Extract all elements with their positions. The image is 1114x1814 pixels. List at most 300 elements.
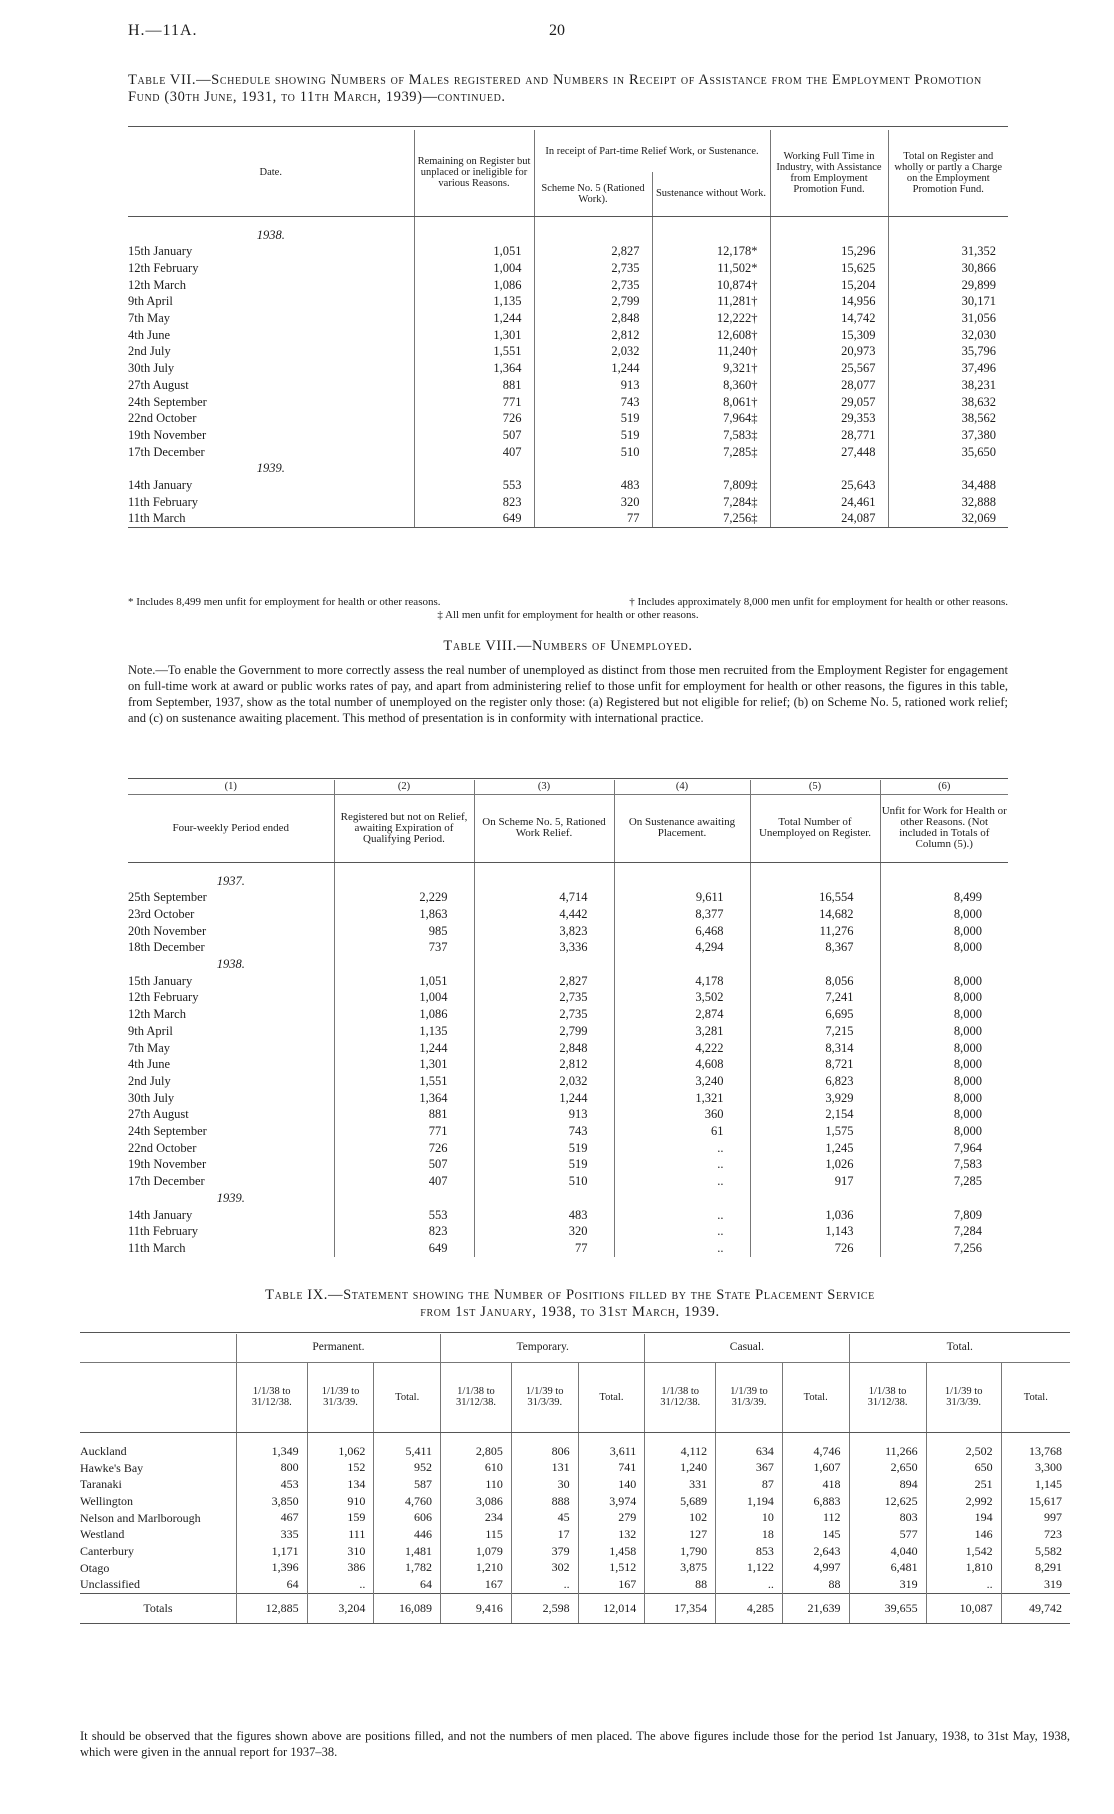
value-cell: 38,562 xyxy=(888,410,1008,427)
value-cell: 29,057 xyxy=(770,394,888,411)
value-cell: 1,551 xyxy=(334,1073,474,1090)
table-row xyxy=(128,889,1008,906)
value-cell: 38,632 xyxy=(888,394,1008,411)
table8-top-rule xyxy=(128,778,1008,779)
table-row xyxy=(128,1173,1008,1190)
sub-header: 1/1/38 to 31/12/38. xyxy=(849,1362,926,1432)
table7 xyxy=(128,130,1008,528)
value-cell: 3,850 xyxy=(236,1493,307,1510)
t7-header-sustenance: Sustenance without Work. xyxy=(652,172,770,216)
value-cell: 35,796 xyxy=(888,343,1008,360)
district-cell: Canterbury xyxy=(80,1544,134,1559)
date-cell: 15th January xyxy=(128,244,193,259)
value-cell: 2,032 xyxy=(534,343,652,360)
value-cell: 2,812 xyxy=(534,327,652,344)
value-cell: 127 xyxy=(645,1526,716,1543)
period-cell: 20th November xyxy=(128,923,207,938)
date-cell: 11th February xyxy=(128,494,199,509)
table9-caption xyxy=(110,1287,1030,1321)
value-cell: 77 xyxy=(534,510,652,527)
sub-header: Total. xyxy=(374,1362,441,1432)
period-cell: 2nd July xyxy=(128,1073,171,1088)
value-cell: 12,222† xyxy=(652,310,770,327)
year-row xyxy=(128,216,1008,243)
t7-footnote-2: † Includes approximately 8,000 men unfit for employment for health or other reasons. xyxy=(629,596,1008,608)
spacer-cell xyxy=(334,956,474,973)
value-cell: 4,760 xyxy=(374,1493,441,1510)
spacer-cell xyxy=(414,460,534,477)
table-row xyxy=(128,1106,1008,1123)
value-cell: 61 xyxy=(614,1123,750,1140)
value-cell: 8,377 xyxy=(614,906,750,923)
value-cell: 8,000 xyxy=(880,1073,1008,1090)
value-cell: 331 xyxy=(645,1476,716,1493)
value-cell: 3,240 xyxy=(614,1073,750,1090)
column-number: (3) xyxy=(474,780,614,794)
column-header: Registered but not on Relief, awaiting Expiration of Qualifying Period. xyxy=(334,794,474,862)
totals-label: Totals xyxy=(80,1593,236,1623)
date-cell: 30th July xyxy=(128,361,175,376)
value-cell: 1,364 xyxy=(414,360,534,377)
value-cell: 1,542 xyxy=(926,1543,1001,1560)
value-cell: 4,222 xyxy=(614,1040,750,1057)
value-cell: 3,929 xyxy=(750,1090,880,1107)
table-row xyxy=(128,310,1008,327)
value-cell: 2,502 xyxy=(926,1432,1001,1459)
table-row xyxy=(128,1156,1008,1173)
period-cell: 27th August xyxy=(128,1107,189,1122)
table-row xyxy=(128,377,1008,394)
value-cell: 1,244 xyxy=(414,310,534,327)
value-cell: 800 xyxy=(236,1459,307,1476)
spacer-cell xyxy=(474,862,614,889)
table-row xyxy=(128,939,1008,956)
column-header: On Scheme No. 5, Rationed Work Relief. xyxy=(474,794,614,862)
total-value-cell: 2,598 xyxy=(511,1593,578,1623)
value-cell: 11,281† xyxy=(652,293,770,310)
value-cell: 483 xyxy=(534,477,652,494)
spacer-cell xyxy=(880,862,1008,889)
value-cell: 16,554 xyxy=(750,889,880,906)
period-cell: 25th September xyxy=(128,890,207,905)
period-cell: 17th December xyxy=(128,1174,205,1189)
value-cell: 310 xyxy=(307,1543,374,1560)
total-value-cell: 12,014 xyxy=(578,1593,645,1623)
sub-header: 1/1/38 to 31/12/38. xyxy=(441,1362,512,1432)
value-cell: 3,875 xyxy=(645,1559,716,1576)
year-row xyxy=(128,956,1008,973)
date-cell: 14th January xyxy=(128,478,193,493)
value-cell: 24,087 xyxy=(770,510,888,527)
value-cell: 1,051 xyxy=(334,973,474,990)
value-cell: 9,321† xyxy=(652,360,770,377)
value-cell: 1,004 xyxy=(334,989,474,1006)
value-cell: 1,143 xyxy=(750,1223,880,1240)
value-cell: 3,086 xyxy=(441,1493,512,1510)
value-cell: 3,823 xyxy=(474,923,614,940)
value-cell: 159 xyxy=(307,1509,374,1526)
table-row xyxy=(80,1543,1070,1560)
spacer-cell xyxy=(334,1190,474,1207)
value-cell: 5,689 xyxy=(645,1493,716,1510)
t7-footnote-3: ‡ All men unfit for employment for health or other reasons. xyxy=(437,609,699,621)
value-cell: 771 xyxy=(414,394,534,411)
value-cell: 2,154 xyxy=(750,1106,880,1123)
value-cell: 634 xyxy=(716,1432,783,1459)
value-cell: 2,799 xyxy=(474,1023,614,1040)
year-label: 1939. xyxy=(256,461,285,476)
date-cell: 27th August xyxy=(128,377,189,392)
value-cell: 3,502 xyxy=(614,989,750,1006)
period-cell: 23rd October xyxy=(128,906,195,921)
table-row xyxy=(128,444,1008,461)
value-cell: 10,874† xyxy=(652,277,770,294)
value-cell: 134 xyxy=(307,1476,374,1493)
value-cell: 3,300 xyxy=(1001,1459,1070,1476)
total-value-cell: 12,885 xyxy=(236,1593,307,1623)
value-cell: 853 xyxy=(716,1543,783,1560)
value-cell: 27,448 xyxy=(770,444,888,461)
column-number: (4) xyxy=(614,780,750,794)
year-label: 1938. xyxy=(216,957,245,972)
value-cell: 8,000 xyxy=(880,1123,1008,1140)
value-cell: 7,583‡ xyxy=(652,427,770,444)
value-cell: 8,314 xyxy=(750,1040,880,1057)
table-row xyxy=(128,1223,1008,1240)
date-cell: 7th May xyxy=(128,311,171,326)
group-header: Casual. xyxy=(645,1334,849,1362)
value-cell: 7,215 xyxy=(750,1023,880,1040)
value-cell: 30,171 xyxy=(888,293,1008,310)
value-cell: .. xyxy=(307,1576,374,1593)
value-cell: 1,301 xyxy=(414,327,534,344)
value-cell: 279 xyxy=(578,1509,645,1526)
value-cell: 13,768 xyxy=(1001,1432,1070,1459)
value-cell: 519 xyxy=(474,1140,614,1157)
date-cell: 24th September xyxy=(128,394,207,409)
value-cell: 649 xyxy=(414,510,534,527)
value-cell: 6,695 xyxy=(750,1006,880,1023)
t7-header-working: Working Full Time in Industry, with Assistance from Employment Promotion Fund. xyxy=(770,130,888,216)
value-cell: .. xyxy=(614,1240,750,1257)
spacer-cell xyxy=(880,956,1008,973)
value-cell: 8,000 xyxy=(880,906,1008,923)
t7-header-total: Total on Register and wholly or partly a Charge on the Employment Promotion Fund. xyxy=(888,130,1008,216)
value-cell: 1,321 xyxy=(614,1090,750,1107)
value-cell: 418 xyxy=(782,1476,849,1493)
value-cell: 4,997 xyxy=(782,1559,849,1576)
value-cell: 14,742 xyxy=(770,310,888,327)
value-cell: 145 xyxy=(782,1526,849,1543)
sub-header: Total. xyxy=(578,1362,645,1432)
value-cell: 12,608† xyxy=(652,327,770,344)
period-cell: 15th January xyxy=(128,973,193,988)
value-cell: 2,650 xyxy=(849,1459,926,1476)
value-cell: 7,256 xyxy=(880,1240,1008,1257)
table8 xyxy=(128,780,1008,1257)
table7-footnotes xyxy=(128,596,1008,622)
value-cell: 31,352 xyxy=(888,243,1008,260)
value-cell: 8,000 xyxy=(880,923,1008,940)
table9-top-rule xyxy=(80,1332,1070,1333)
value-cell: 7,583 xyxy=(880,1156,1008,1173)
value-cell: 14,682 xyxy=(750,906,880,923)
column-header: Unfit for Work for Health or other Reasons. (Not included in Totals of Column (5).) xyxy=(880,794,1008,862)
period-cell: 4th June xyxy=(128,1057,171,1072)
value-cell: 88 xyxy=(782,1576,849,1593)
group-header: Permanent. xyxy=(236,1334,440,1362)
value-cell: 8,499 xyxy=(880,889,1008,906)
value-cell: 3,611 xyxy=(578,1432,645,1459)
value-cell: 88 xyxy=(645,1576,716,1593)
period-cell: 24th September xyxy=(128,1124,207,1139)
value-cell: 15,309 xyxy=(770,327,888,344)
value-cell: 1,244 xyxy=(474,1090,614,1107)
value-cell: 28,771 xyxy=(770,427,888,444)
value-cell: 881 xyxy=(414,377,534,394)
table-row xyxy=(128,360,1008,377)
value-cell: 510 xyxy=(474,1173,614,1190)
value-cell: 360 xyxy=(614,1106,750,1123)
value-cell: 167 xyxy=(441,1576,512,1593)
spacer-cell xyxy=(750,862,880,889)
total-value-cell: 49,742 xyxy=(1001,1593,1070,1623)
value-cell: 146 xyxy=(926,1526,1001,1543)
t7-header-remaining: Remaining on Register but unplaced or ineligible for various Reasons. xyxy=(414,130,534,216)
value-cell: 888 xyxy=(511,1493,578,1510)
value-cell: 6,823 xyxy=(750,1073,880,1090)
sub-header: 1/1/39 to 31/3/39. xyxy=(307,1362,374,1432)
value-cell: 8,000 xyxy=(880,1040,1008,1057)
sub-header: 1/1/39 to 31/3/39. xyxy=(926,1362,1001,1432)
value-cell: 1,004 xyxy=(414,260,534,277)
period-cell: 18th December xyxy=(128,940,205,955)
page-number: 20 xyxy=(549,22,565,39)
spacer-cell xyxy=(770,460,888,477)
value-cell: 2,032 xyxy=(474,1073,614,1090)
value-cell: 251 xyxy=(926,1476,1001,1493)
t7-footnote-1: * Includes 8,499 men unfit for employment for health or other reasons. xyxy=(128,596,441,608)
value-cell: 1,171 xyxy=(236,1543,307,1560)
value-cell: 913 xyxy=(534,377,652,394)
value-cell: 2,827 xyxy=(474,973,614,990)
value-cell: 37,380 xyxy=(888,427,1008,444)
total-value-cell: 3,204 xyxy=(307,1593,374,1623)
table-row xyxy=(128,410,1008,427)
value-cell: 8,000 xyxy=(880,1106,1008,1123)
value-cell: 18 xyxy=(716,1526,783,1543)
district-cell: Otago xyxy=(80,1560,110,1575)
period-cell: 12th February xyxy=(128,990,199,1005)
value-cell: 4,112 xyxy=(645,1432,716,1459)
total-value-cell: 21,639 xyxy=(782,1593,849,1623)
table-row xyxy=(128,1207,1008,1224)
value-cell: 8,000 xyxy=(880,1023,1008,1040)
value-cell: 1,810 xyxy=(926,1559,1001,1576)
value-cell: 723 xyxy=(1001,1526,1070,1543)
total-value-cell: 16,089 xyxy=(374,1593,441,1623)
column-number: (5) xyxy=(750,780,880,794)
value-cell: 7,285‡ xyxy=(652,444,770,461)
table-row xyxy=(128,989,1008,1006)
value-cell: 32,888 xyxy=(888,494,1008,511)
value-cell: 7,241 xyxy=(750,989,880,1006)
spacer-cell xyxy=(474,1190,614,1207)
value-cell: 587 xyxy=(374,1476,441,1493)
value-cell: 17 xyxy=(511,1526,578,1543)
period-cell: 30th July xyxy=(128,1090,175,1105)
table-row xyxy=(128,1006,1008,1023)
value-cell: 25,643 xyxy=(770,477,888,494)
value-cell: 14,956 xyxy=(770,293,888,310)
value-cell: 1,240 xyxy=(645,1459,716,1476)
date-cell: 12th March xyxy=(128,277,186,292)
value-cell: 1,244 xyxy=(534,360,652,377)
value-cell: 111 xyxy=(307,1526,374,1543)
value-cell: 1,062 xyxy=(307,1432,374,1459)
value-cell: 8,000 xyxy=(880,1056,1008,1073)
value-cell: 507 xyxy=(334,1156,474,1173)
value-cell: 8,291 xyxy=(1001,1559,1070,1576)
table-row xyxy=(128,494,1008,511)
value-cell: 167 xyxy=(578,1576,645,1593)
spacer-cell xyxy=(334,862,474,889)
group-header: Total. xyxy=(849,1334,1070,1362)
value-cell: 771 xyxy=(334,1123,474,1140)
table-row xyxy=(128,1023,1008,1040)
date-cell: 17th December xyxy=(128,444,205,459)
value-cell: 7,285 xyxy=(880,1173,1008,1190)
sub-header: Total. xyxy=(782,1362,849,1432)
value-cell: 34,488 xyxy=(888,477,1008,494)
value-cell: 3,336 xyxy=(474,939,614,956)
spacer-cell xyxy=(880,1190,1008,1207)
value-cell: 15,617 xyxy=(1001,1493,1070,1510)
table8-caption: Table VIII.—Numbers of Unemployed. xyxy=(443,638,693,654)
value-cell: 1,245 xyxy=(750,1140,880,1157)
table9-caption-line2: from 1st January, 1938, to 31st March, 1939. xyxy=(420,1304,720,1320)
value-cell: 112 xyxy=(782,1509,849,1526)
value-cell: 8,000 xyxy=(880,989,1008,1006)
spacer-cell xyxy=(770,216,888,243)
sub-header: Total. xyxy=(1001,1362,1070,1432)
table-row xyxy=(128,1040,1008,1057)
value-cell: 102 xyxy=(645,1509,716,1526)
column-header: Total Number of Unemployed on Register. xyxy=(750,794,880,862)
value-cell: 132 xyxy=(578,1526,645,1543)
period-cell: 12th March xyxy=(128,1007,186,1022)
date-cell: 12th February xyxy=(128,260,199,275)
table-row xyxy=(128,1140,1008,1157)
date-cell: 9th April xyxy=(128,294,173,309)
value-cell: 28,077 xyxy=(770,377,888,394)
value-cell: 1,244 xyxy=(334,1040,474,1057)
spacer-cell xyxy=(652,460,770,477)
value-cell: 1,194 xyxy=(716,1493,783,1510)
value-cell: 1,086 xyxy=(334,1006,474,1023)
total-value-cell: 9,416 xyxy=(441,1593,512,1623)
t7-header-scheme5: Scheme No. 5 (Rationed Work). xyxy=(534,172,652,216)
table9-body xyxy=(80,1432,1070,1623)
value-cell: 407 xyxy=(414,444,534,461)
spacer-cell xyxy=(614,862,750,889)
t7-header-date: Date. xyxy=(128,130,414,216)
value-cell: 64 xyxy=(236,1576,307,1593)
value-cell: 320 xyxy=(534,494,652,511)
value-cell: 9,611 xyxy=(614,889,750,906)
spacer-cell xyxy=(652,216,770,243)
table-row xyxy=(128,1090,1008,1107)
district-header-spacer xyxy=(80,1334,236,1362)
total-value-cell: 4,285 xyxy=(716,1593,783,1623)
value-cell: 8,360† xyxy=(652,377,770,394)
column-number: (1) xyxy=(128,780,334,794)
value-cell: 577 xyxy=(849,1526,926,1543)
value-cell: 2,735 xyxy=(474,1006,614,1023)
value-cell: 335 xyxy=(236,1526,307,1543)
value-cell: 110 xyxy=(441,1476,512,1493)
value-cell: 606 xyxy=(374,1509,441,1526)
value-cell: 29,899 xyxy=(888,277,1008,294)
district-cell: Nelson and Marlborough xyxy=(80,1510,201,1525)
value-cell: 823 xyxy=(334,1223,474,1240)
period-cell: 14th January xyxy=(128,1207,193,1222)
value-cell: 2,805 xyxy=(441,1432,512,1459)
value-cell: 519 xyxy=(474,1156,614,1173)
value-cell: 4,714 xyxy=(474,889,614,906)
value-cell: 7,256‡ xyxy=(652,510,770,527)
value-cell: 1,481 xyxy=(374,1543,441,1560)
table-row xyxy=(80,1559,1070,1576)
value-cell: 1,301 xyxy=(334,1056,474,1073)
value-cell: 1,086 xyxy=(414,277,534,294)
table-row xyxy=(80,1509,1070,1526)
value-cell: 1,364 xyxy=(334,1090,474,1107)
column-number: (6) xyxy=(880,780,1008,794)
table9-caption-line1: Table IX.—Statement showing the Number of Positions filled by the State Placement Service xyxy=(265,1287,875,1303)
value-cell: 37,496 xyxy=(888,360,1008,377)
table-row xyxy=(80,1476,1070,1493)
table9 xyxy=(80,1334,1070,1624)
value-cell: 8,000 xyxy=(880,973,1008,990)
value-cell: 7,284 xyxy=(880,1223,1008,1240)
value-cell: 1,863 xyxy=(334,906,474,923)
value-cell: 379 xyxy=(511,1543,578,1560)
table-row xyxy=(128,277,1008,294)
date-cell: 19th November xyxy=(128,427,207,442)
value-cell: 8,721 xyxy=(750,1056,880,1073)
table8-body xyxy=(128,862,1008,1257)
value-cell: 2,735 xyxy=(534,260,652,277)
value-cell: 1,051 xyxy=(414,243,534,260)
total-value-cell: 17,354 xyxy=(645,1593,716,1623)
value-cell: 64 xyxy=(374,1576,441,1593)
value-cell: 803 xyxy=(849,1509,926,1526)
value-cell: 31,056 xyxy=(888,310,1008,327)
page-header xyxy=(128,22,986,46)
table-row xyxy=(128,427,1008,444)
value-cell: 8,000 xyxy=(880,939,1008,956)
value-cell: .. xyxy=(614,1140,750,1157)
spacer-cell xyxy=(614,1190,750,1207)
value-cell: 985 xyxy=(334,923,474,940)
value-cell: 1,575 xyxy=(750,1123,880,1140)
value-cell: 806 xyxy=(511,1432,578,1459)
period-cell: 7th May xyxy=(128,1040,171,1055)
table-row xyxy=(80,1459,1070,1476)
total-value-cell: 39,655 xyxy=(849,1593,926,1623)
value-cell: 823 xyxy=(414,494,534,511)
